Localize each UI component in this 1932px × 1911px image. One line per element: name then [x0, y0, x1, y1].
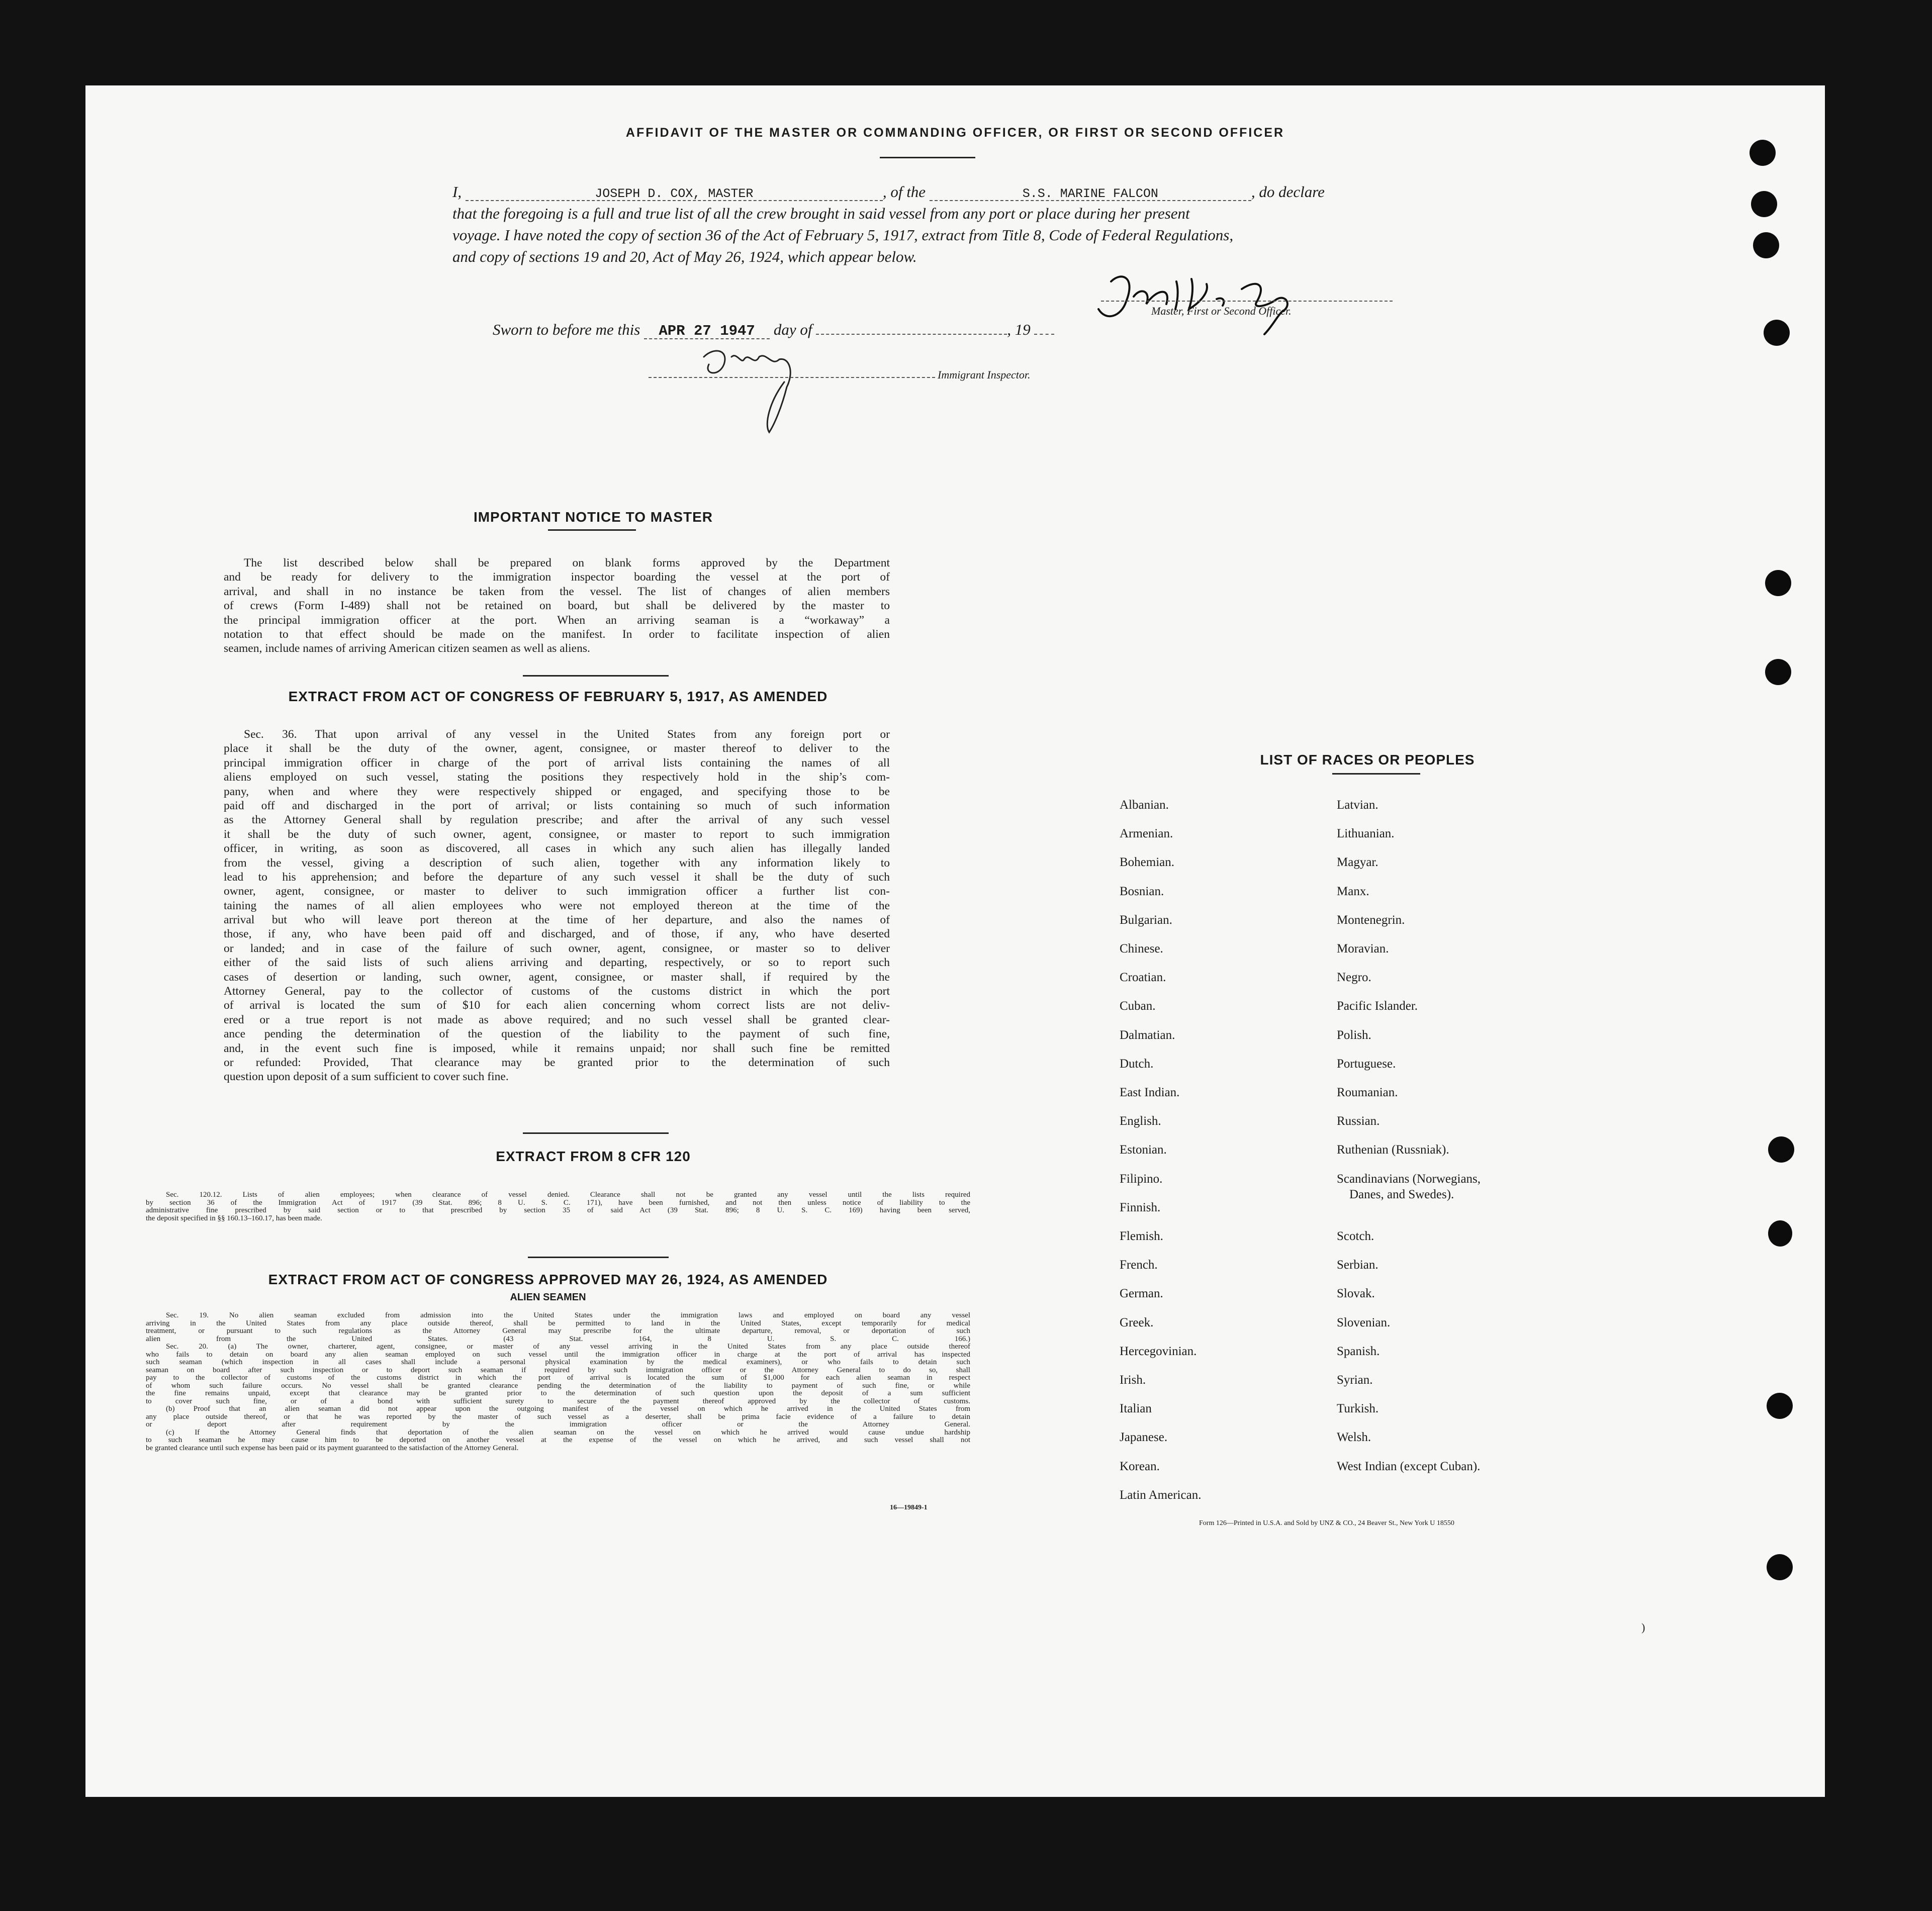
race-item: Russian.: [1337, 1114, 1380, 1128]
text-line: treatment, or pursuant to such regulations as the Attorney General may prescribe for the ultimate departure, removal, or deportation of such: [146, 1327, 970, 1335]
binder-hole: [1768, 1136, 1794, 1163]
notice-body: [224, 556, 890, 656]
race-item: East Indian.: [1120, 1086, 1180, 1099]
affidavit-line-3: voyage. I have noted the copy of section 36 of the Act of February 5, 1917, extract from Title 8, Code of Federal Regulations,: [452, 226, 1234, 244]
race-item: Moravian.: [1337, 942, 1389, 956]
race-item: Flemish.: [1120, 1229, 1163, 1243]
text-line: who fails to detain on board any alien seaman employed on such vessel until the immigration officer in charge at the port of arrival has inspected: [146, 1350, 970, 1359]
text-line: as the Attorney General shall by regulation prescribe; and after the arrival of any such vessel: [224, 813, 890, 827]
text-line: of crews (Form I-489) shall not be retained on board, but shall be delivered by the master to: [224, 599, 890, 613]
race-item: Roumanian.: [1337, 1086, 1398, 1099]
title-rule: [880, 157, 975, 158]
inspector-caption: Immigrant Inspector.: [938, 368, 1031, 381]
text-line: paid off and discharged in the port of arrival; or lists containing so much of such information: [224, 799, 890, 812]
binder-hole: [1764, 320, 1790, 346]
text-line: cases of desertion or landing, such owner, agent, consignee, or master shall, if required by the: [224, 970, 890, 984]
binder-hole: [1753, 232, 1779, 258]
text-line: Sec. 20. (a) The owner, charterer, agent, consignee, or master of any vessel arriving in the United States from any place outside thereof: [166, 1343, 970, 1351]
divider-3: [528, 1257, 669, 1258]
text-line: the principal immigration officer at the port. When an arriving seaman is a “workaway” a: [224, 613, 890, 627]
text-line: the fine remains unpaid, except that clearance may be granted prior to the determination of such question upon the deposit of a sum sufficient: [146, 1389, 970, 1397]
race-item: Estonian.: [1120, 1143, 1167, 1157]
cfr-title: EXTRACT FROM 8 CFR 120: [496, 1149, 691, 1164]
text-line: officer, in writing, as soon as discovered, all cases in which any such alien has illegally landed: [224, 842, 890, 855]
stray-mark: ): [1641, 1621, 1645, 1634]
text-line: administrative fine prescribed by said section or to that prescribed by section 35 of said Act (39 Stat. 896; 8 U. S. C. 169) having been served,: [146, 1206, 970, 1214]
printer-footer: Form 126—Printed in U.S.A. and Sold by UNZ & CO., 24 Beaver St., New York U 18550: [1199, 1519, 1454, 1527]
cfr-body: [146, 1191, 970, 1222]
race-item: Spanish.: [1337, 1344, 1380, 1358]
text-line: principal immigration officer in charge of the port of arrival lists containing the names of all: [224, 756, 890, 770]
text-line: those, if any, who have been paid off and discharged, and of those, if any, who have deserted: [224, 927, 890, 941]
text-line: pany, when and where they were respectively shipped or engaged, and specifying those to be: [224, 785, 890, 798]
extract-1917-title: EXTRACT FROM ACT OF CONGRESS OF FEBRUARY 5, 1917, AS AMENDED: [288, 689, 828, 704]
date-stamp: APR 27 1947: [659, 323, 755, 339]
binder-hole: [1765, 570, 1791, 596]
race-item: Dalmatian.: [1120, 1028, 1175, 1042]
race-item: Turkish.: [1337, 1402, 1379, 1416]
text-line: alien from the United States. (43 Stat. 164, 8 U. S. C. 166.): [146, 1334, 970, 1343]
race-item: English.: [1120, 1114, 1161, 1128]
text-line: owner, agent, consignee, or master to deliver to such immigration officer a further list con-: [224, 885, 890, 898]
race-item: Welsh.: [1337, 1430, 1371, 1445]
text-line: Attorney General, pay to the collector of customs of the customs district in which the port: [224, 985, 890, 998]
race-item: Negro.: [1337, 971, 1371, 985]
race-item: Magyar.: [1337, 855, 1378, 870]
races-title: LIST OF RACES OR PEOPLES: [1260, 752, 1475, 768]
race-item: Finnish.: [1120, 1200, 1161, 1214]
text-line: be granted clearance until such expense has been paid or its payment guaranteed to the satisfaction of the Attorney General.: [146, 1444, 519, 1452]
text-line: aliens employed on such vessel, stating the positions they respectively hold in the ship’s com-: [224, 771, 890, 784]
text-line: ered or a true report is not made as above required; and no such vessel shall be granted clear-: [224, 1013, 890, 1026]
race-item: Bohemian.: [1120, 855, 1175, 870]
races-rule: [1332, 773, 1420, 775]
master-caption: Master, First or Second Officer.: [1151, 305, 1292, 317]
race-item: Slovak.: [1337, 1287, 1375, 1301]
notice-title: IMPORTANT NOTICE TO MASTER: [473, 509, 713, 525]
race-item: Montenegrin.: [1337, 913, 1405, 927]
text-line: any place outside thereof, or that he was reported by the master of such vessel as a deserter, shall be prima facie evidence of a failure to detain: [146, 1412, 970, 1421]
text-line: question upon deposit of a sum sufficient to cover such fine.: [224, 1070, 509, 1084]
race-item: Latin American.: [1120, 1488, 1202, 1502]
text-line: seamen, include names of arriving American citizen seamen as well as aliens.: [224, 642, 590, 655]
race-item: Lithuanian.: [1337, 827, 1395, 841]
race-item: Hercegovinian.: [1120, 1344, 1197, 1358]
race-item: Latvian.: [1337, 798, 1378, 812]
text-line: to cover such fine, or of a bond with sufficient surety to secure the payment thereof approved by the collector of customs.: [146, 1397, 970, 1405]
binder-hole: [1750, 140, 1776, 166]
text-line: (c) If the Attorney General finds that deportation of the alien seaman on the vessel on which he arrived would cause undue hardship: [166, 1428, 970, 1437]
vessel-name-field: S.S. MARINE FALCON: [930, 183, 1251, 201]
text-line: seaman on board after such inspection or to deport such seaman if required by such immigration officer or the Attorney General to do so, shall: [146, 1366, 970, 1374]
text-line: of whom such failure occurs. No vessel shall be granted clearance pending the determination of the liability to payment of such fine, or while: [146, 1381, 970, 1390]
text-line: Sec. 36. That upon arrival of any vessel in the United States from any foreign port or: [244, 728, 890, 741]
race-item: Syrian.: [1337, 1373, 1373, 1387]
race-item: Greek.: [1120, 1315, 1154, 1329]
race-item: Scandinavians (Norwegians,: [1337, 1172, 1481, 1186]
race-item: Albanian.: [1120, 798, 1169, 812]
text-line: it shall be the duty of such owner, agent, consignee, or master to report to such immigration: [224, 827, 890, 841]
race-item: West Indian (except Cuban).: [1337, 1459, 1481, 1473]
text-line: Sec. 120.12. Lists of alien employees; when clearance of vessel denied. Clearance shall not be granted any vessel until the lists required: [166, 1191, 970, 1199]
divider-2: [523, 1132, 669, 1134]
text-line: lead to his apprehension; and before the departure of any such vessel it shall be the duty of such: [224, 870, 890, 884]
affidavit-title: AFFIDAVIT OF THE MASTER OR COMMANDING OFFICER, OR FIRST OR SECOND OFFICER: [625, 126, 1285, 140]
binder-hole: [1767, 1554, 1793, 1580]
text-line: from the vessel, giving a description of such alien, together with any information likely to: [224, 856, 890, 870]
text-line: or deport after requirement by the immigration officer or the Attorney General.: [146, 1420, 970, 1428]
text-line: to such seaman he may cause him to be deported on another vessel at the expense of the vessel on which he arrived, and such vessel shall not: [146, 1436, 970, 1444]
race-item: Scotch.: [1337, 1229, 1374, 1243]
race-item: French.: [1120, 1258, 1158, 1272]
text-line: or landed; and in case of the failure of such owner, agent, consignee, or master so to deliver: [224, 941, 890, 955]
race-item: Chinese.: [1120, 942, 1163, 956]
text-line: (b) Proof that an alien seaman did not appear upon the outgoing manifest of the vessel on which he arrived in the United States from: [166, 1405, 970, 1413]
race-item: German.: [1120, 1287, 1163, 1301]
text-line: and, in the event such fine is imposed, while it remains unpaid; nor shall such fine be remitted: [224, 1041, 890, 1055]
master-signature-line: [1101, 301, 1393, 303]
text-line: pay to the collector of customs of the customs district in which the port of arrival is located the sum of $1,000 for each alien seaman in respect: [146, 1374, 970, 1382]
race-item: Polish.: [1337, 1028, 1371, 1042]
text-line: such seaman (which inspection in all cases shall include a personal physical examination by the medical examiners), or who fails to detain such: [146, 1358, 970, 1366]
extract-1917-body: [224, 727, 890, 1084]
text-line: place it shall be the duty of the owner, agent, consignee, or master thereof to deliver to the: [224, 742, 890, 755]
text-line: taining the names of all alien employees who were not employed thereon at the time of the: [224, 899, 890, 912]
race-item: Irish.: [1120, 1373, 1146, 1387]
race-item: Croatian.: [1120, 971, 1166, 985]
race-item: Serbian.: [1337, 1258, 1378, 1272]
binder-hole: [1765, 659, 1791, 685]
text-line: ance pending the determination of the question of the liability to the payment of such fine,: [224, 1027, 890, 1041]
race-item: Filipino.: [1120, 1172, 1163, 1186]
text-line: notation to that effect should be made on the manifest. In order to facilitate inspection of alien: [224, 627, 890, 641]
race-item: Korean.: [1120, 1459, 1160, 1473]
race-item: Bosnian.: [1120, 884, 1164, 898]
inspector-signature: [684, 337, 845, 437]
binder-hole: [1767, 1393, 1793, 1419]
race-item: Italian: [1120, 1402, 1152, 1416]
text-line: either of the said lists of such aliens arriving and departing, respectively, or so to report such: [224, 956, 890, 970]
sworn-line: Sworn to before me this APR 27 1947 day of , 19: [493, 317, 1247, 340]
document-page: [85, 85, 1825, 1797]
affidavit-line-4: and copy of sections 19 and 20, Act of May 26, 1924, which appear below.: [452, 248, 917, 265]
form-code: 16—19849-1: [890, 1504, 928, 1511]
binder-hole: [1751, 191, 1777, 217]
race-item: Pacific Islander.: [1337, 999, 1418, 1013]
race-item: Manx.: [1337, 884, 1369, 898]
race-item: Dutch.: [1120, 1057, 1154, 1071]
text-line: arrival but who will leave port thereon at the time of her departure, and also the names of: [224, 913, 890, 927]
text-line: by section 36 of the Immigration Act of 1917 (39 Stat. 896; 8 U. S. C. 171), have been furnished, and not then unless notice of liability to the: [146, 1198, 970, 1207]
master-name-field: JOSEPH D. COX, MASTER: [466, 183, 883, 201]
text-line: or refunded: Provided, That clearance may be granted prior to the determination of such: [224, 1056, 890, 1069]
affidavit-line-1: I, JOSEPH D. COX, MASTER , of the S.S. MARINE FALCON , do declare: [452, 183, 1325, 201]
race-item: Bulgarian.: [1120, 913, 1172, 927]
notice-rule: [548, 529, 636, 531]
binder-hole: [1768, 1220, 1792, 1247]
extract-1924-subtitle: ALIEN SEAMEN: [510, 1292, 586, 1303]
race-item: Portuguese.: [1337, 1057, 1396, 1071]
race-item: Danes, and Swedes).: [1349, 1188, 1454, 1202]
text-line: the deposit specified in §§ 160.13–160.17, has been made.: [146, 1214, 322, 1222]
text-line: The list described below shall be prepared on blank forms approved by the Department: [244, 556, 890, 569]
race-item: Ruthenian (Russniak).: [1337, 1143, 1449, 1157]
race-item: Japanese.: [1120, 1430, 1168, 1445]
race-item: Slovenian.: [1337, 1315, 1391, 1329]
race-item: Armenian.: [1120, 827, 1173, 841]
extract-1924-title: EXTRACT FROM ACT OF CONGRESS APPROVED MAY 26, 1924, AS AMENDED: [268, 1272, 828, 1287]
text-line: arrival, and shall in no instance be taken from the vessel. The list of changes of alien members: [224, 585, 890, 598]
race-item: Cuban.: [1120, 999, 1156, 1013]
extract-1924-body: [146, 1312, 970, 1452]
text-line: Sec. 19. No alien seaman excluded from admission into the United States under the immigration laws and employed on board any vessel: [166, 1311, 970, 1319]
text-line: arriving in the United States from any place outside thereof, shall be permitted to land in the United States, except temporarily for medical: [146, 1319, 970, 1327]
inspector-signature-line: [649, 377, 935, 379]
text-line: and be ready for delivery to the immigration inspector boarding the vessel at the port of: [224, 570, 890, 584]
affidavit-line-2: that the foregoing is a full and true list of all the crew brought in said vessel from any port or place during her present: [452, 205, 1190, 222]
divider-1: [523, 675, 669, 677]
text-line: of arrival is located the sum of $10 for each alien concerning whom correct lists are not deliv-: [224, 999, 890, 1012]
